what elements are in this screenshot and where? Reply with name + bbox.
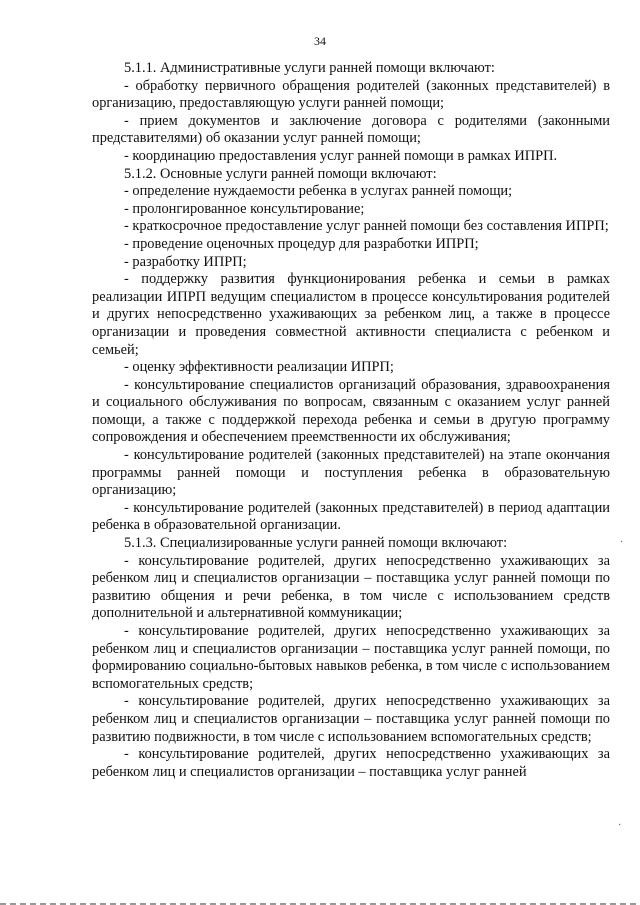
paragraph: - консультирование родителей, других непосредственно ухаживающих за ребенком лиц и специалистов организации – поставщика услуг ранней помощи по развитию подвижности, в том числе с использованием вспомогательных средств; [92, 693, 610, 745]
paragraph: - оценку эффективности реализации ИПРП; [124, 359, 394, 376]
scan-artifact-mark: · [620, 537, 624, 548]
document-body [92, 60, 610, 781]
paragraph: - проведение оценочных процедур для разработки ИПРП; [124, 235, 479, 252]
paragraph: - разработку ИПРП; [124, 253, 247, 270]
paragraph: 5.1.2. Основные услуги ранней помощи включают: [124, 165, 437, 182]
paragraph: - консультирование родителей (законных представителей) на этапе окончания программы ранней помощи и поступления ребенка в образовательную организацию; [92, 447, 610, 499]
paragraph: 5.1.1. Административные услуги ранней помощи включают: [124, 60, 495, 76]
scan-artifact-mark: · [618, 820, 622, 831]
page-number: 34 [314, 34, 326, 48]
paragraph: - обработку первичного обращения родителей (законных представителей) в организацию, предоставляющую услуги ранней помощи; [92, 77, 610, 112]
paragraph: - консультирование родителей (законных представителей) в период адаптации ребенка в образовательной организации. [92, 499, 610, 534]
paragraph: - поддержку развития функционирования ребенка и семьи в рамках реализации ИПРП ведущим специалистом в процессе консультирования родителей и других непосредственно ухаживающих за ребенком лиц, а также в процессе организации и проведения совместной активности специалиста с ребенком и семьей; [92, 271, 610, 358]
paragraph: - пролонгированное консультирование; [124, 200, 365, 217]
paragraph: - консультирование специалистов организаций образования, здравоохранения и социального обслуживания по вопросам, связанным с оказанием услуг ранней помощи, а также с поддержкой перехода ребенка и семьи в другую программу сопровождения и обеспечением преемственности их обслуживания; [92, 376, 610, 446]
paragraph: - консультирование родителей, других непосредственно ухаживающих за ребенком лиц и специалистов организации – поставщика услуг ранней помощи, по формированию социально-бытовых навыков ребенка, в том числе с использованием вспомогательных средств; [92, 623, 610, 692]
paragraph: - прием документов и заключение договора с родителями (законными представителями) об оказании услуг ранней помощи; [92, 112, 610, 147]
paragraph: - консультирование родителей, других непосредственно ухаживающих за ребенком лиц и специалистов организации – поставщика услуг ранней [92, 746, 610, 780]
paragraph: - консультирование родителей, других непосредственно ухаживающих за ребенком лиц и специалистов организации – поставщика услуг ранней помощи по развитию общения и речи ребенка, в том числе с использованием средств дополнительной и альтернативной коммуникации; [92, 552, 610, 622]
paragraph: - координацию предоставления услуг ранней помощи в рамках ИПРП. [124, 147, 558, 164]
paragraph: - определение нуждаемости ребенка в услугах ранней помощи; [124, 183, 513, 200]
paragraph: - краткосрочное предоставление услуг ранней помощи без составления ИПРП; [124, 218, 609, 235]
paragraph: 5.1.3. Специализированные услуги ранней помощи включают: [124, 535, 508, 552]
